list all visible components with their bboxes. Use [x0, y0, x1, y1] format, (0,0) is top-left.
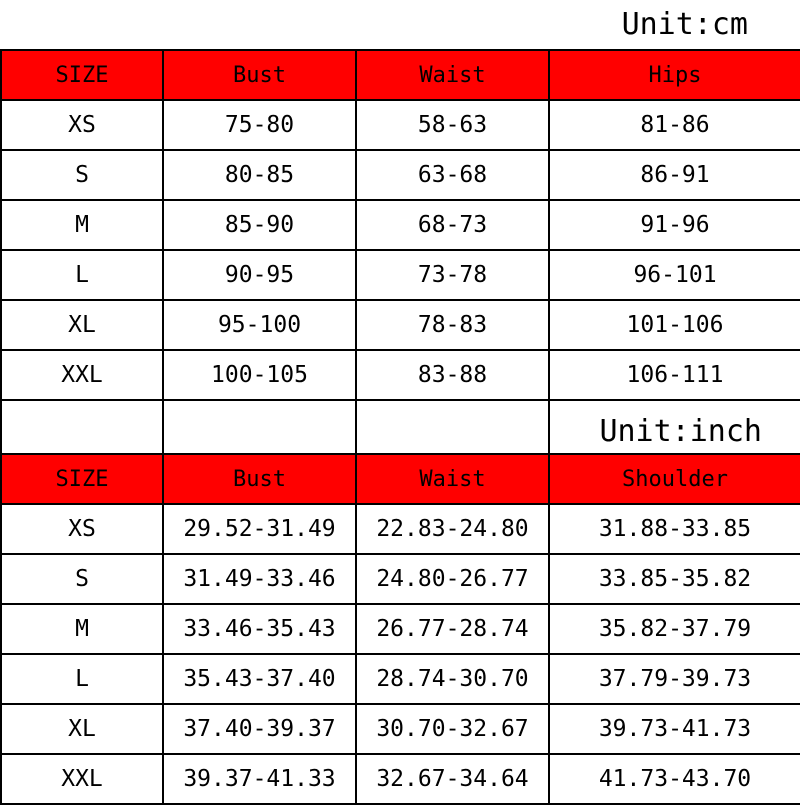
waist-cell: 32.67-34.64	[356, 754, 549, 804]
header-size: SIZE	[1, 454, 163, 504]
waist-cell: 22.83-24.80	[356, 504, 549, 554]
bust-cell: 39.37-41.33	[163, 754, 356, 804]
size-cell: XS	[1, 504, 163, 554]
size-cell: XS	[1, 100, 163, 150]
table-row	[1, 604, 800, 654]
size-cell: XL	[1, 300, 163, 350]
table-row	[1, 350, 800, 400]
table-row	[1, 200, 800, 250]
hips-cell: 81-86	[549, 100, 800, 150]
bust-cell: 29.52-31.49	[163, 504, 356, 554]
header-bust: Bust	[163, 50, 356, 100]
bust-cell: 33.46-35.43	[163, 604, 356, 654]
table-row	[1, 554, 800, 604]
blank-cell	[1, 400, 163, 454]
header-size: SIZE	[1, 50, 163, 100]
table-row	[1, 300, 800, 350]
header-waist: Waist	[356, 454, 549, 504]
bust-cell: 75-80	[163, 100, 356, 150]
header-waist: Waist	[356, 50, 549, 100]
hips-cell: 106-111	[549, 350, 800, 400]
waist-cell: 68-73	[356, 200, 549, 250]
size-cell: S	[1, 554, 163, 604]
blank-cell	[163, 400, 356, 454]
size-cell: M	[1, 200, 163, 250]
size-cell: XXL	[1, 350, 163, 400]
table-row	[1, 504, 800, 554]
table-row	[1, 704, 800, 754]
bust-cell: 80-85	[163, 150, 356, 200]
waist-cell: 58-63	[356, 100, 549, 150]
table-row	[1, 150, 800, 200]
cm-header-row	[1, 50, 800, 100]
bust-cell: 35.43-37.40	[163, 654, 356, 704]
unit-inch-label: Unit:inch	[549, 400, 800, 454]
shoulder-cell: 31.88-33.85	[549, 504, 800, 554]
hips-cell: 86-91	[549, 150, 800, 200]
table-row	[1, 250, 800, 300]
bust-cell: 85-90	[163, 200, 356, 250]
bust-cell: 37.40-39.37	[163, 704, 356, 754]
waist-cell: 63-68	[356, 150, 549, 200]
size-chart-table	[0, 49, 800, 805]
shoulder-cell: 37.79-39.73	[549, 654, 800, 704]
shoulder-cell: 33.85-35.82	[549, 554, 800, 604]
shoulder-cell: 35.82-37.79	[549, 604, 800, 654]
shoulder-cell: 39.73-41.73	[549, 704, 800, 754]
hips-cell: 101-106	[549, 300, 800, 350]
table-row	[1, 100, 800, 150]
shoulder-cell: 41.73-43.70	[549, 754, 800, 804]
header-shoulder: Shoulder	[549, 454, 800, 504]
waist-cell: 24.80-26.77	[356, 554, 549, 604]
bust-cell: 100-105	[163, 350, 356, 400]
bust-cell: 95-100	[163, 300, 356, 350]
table-row	[1, 654, 800, 704]
waist-cell: 73-78	[356, 250, 549, 300]
size-cell: M	[1, 604, 163, 654]
inch-header-row	[1, 454, 800, 504]
waist-cell: 28.74-30.70	[356, 654, 549, 704]
hips-cell: 96-101	[549, 250, 800, 300]
size-cell: XXL	[1, 754, 163, 804]
size-cell: L	[1, 250, 163, 300]
unit-cm-label: Unit:cm	[621, 7, 748, 42]
header-bust: Bust	[163, 454, 356, 504]
waist-cell: 26.77-28.74	[356, 604, 549, 654]
table-row	[1, 754, 800, 804]
unit-inch-row	[1, 400, 800, 454]
bust-cell: 90-95	[163, 250, 356, 300]
waist-cell: 83-88	[356, 350, 549, 400]
blank-cell	[356, 400, 549, 454]
hips-cell: 91-96	[549, 200, 800, 250]
waist-cell: 78-83	[356, 300, 549, 350]
size-cell: S	[1, 150, 163, 200]
bust-cell: 31.49-33.46	[163, 554, 356, 604]
size-cell: L	[1, 654, 163, 704]
size-cell: XL	[1, 704, 163, 754]
header-hips: Hips	[549, 50, 800, 100]
waist-cell: 30.70-32.67	[356, 704, 549, 754]
